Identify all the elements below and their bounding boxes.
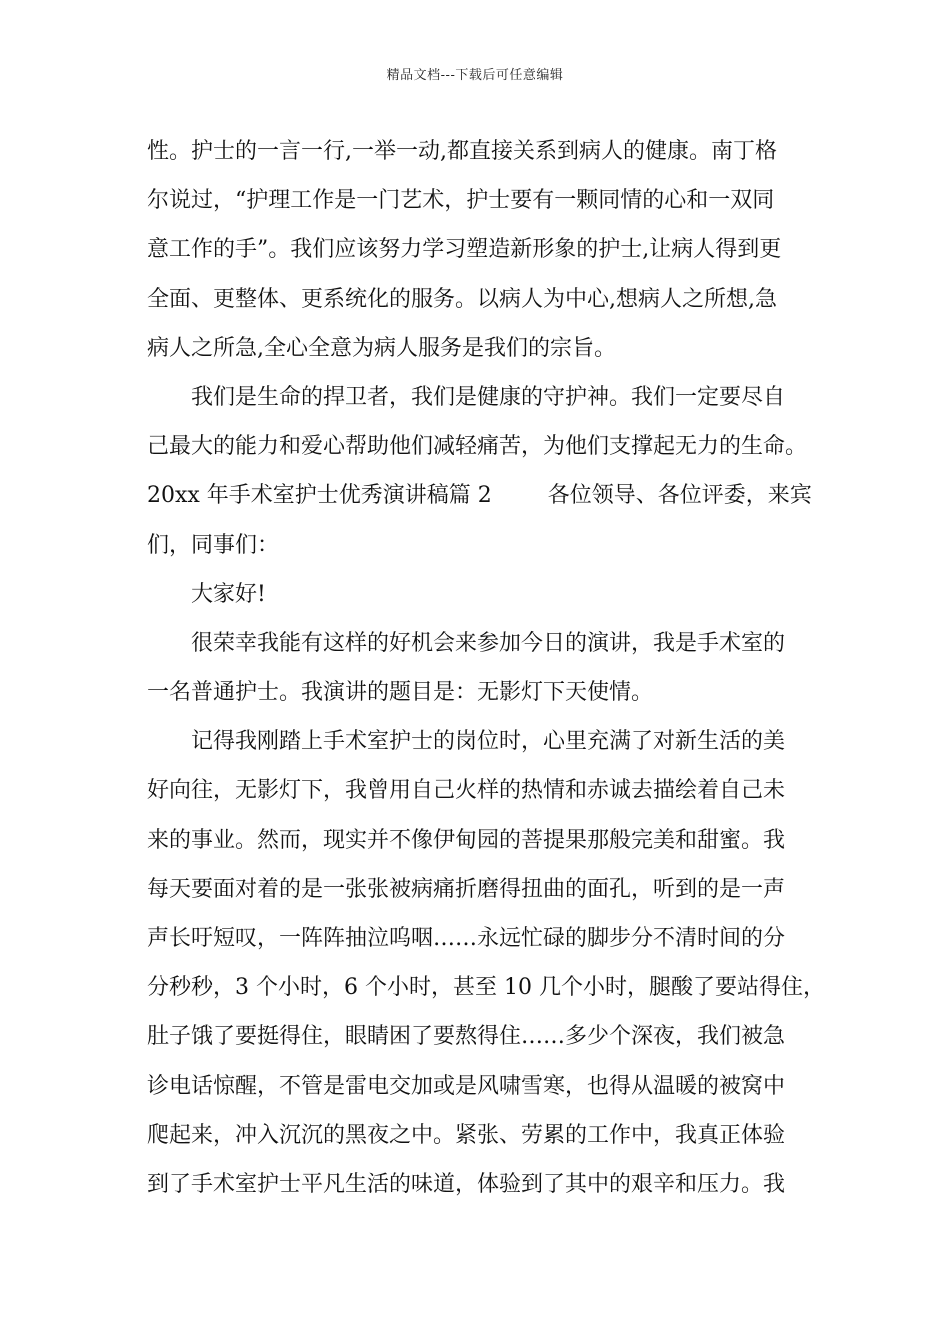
text-line: 很荣幸我能有这样的好机会来参加今日的演讲，我是手术室的 xyxy=(191,630,786,656)
text-line: 病人之所急,全心全意为病人服务是我们的宗旨。 xyxy=(147,335,616,361)
text-line: 记得我刚踏上手术室护士的岗位时，心里充满了对新生活的美 xyxy=(191,729,786,755)
text-line: 分秒秒，3 个小时，6 个小时，甚至 10 几个小时，腿酸了要站得住， xyxy=(147,975,825,1001)
text-line: 性。护士的一言一行,一举一动,都直接关系到病人的健康。南丁格 xyxy=(147,139,777,164)
text-line: 每天要面对着的是一张张被病痛折磨得扭曲的面孔，听到的是一声 xyxy=(147,876,786,902)
text-line: 20xx 年手术室护士优秀演讲稿篇 2 各位领导、各位评委，来宾 xyxy=(147,483,812,509)
text-line: 爬起来，冲入沉沉的黑夜之中。紧张、劳累的工作中，我真正体验 xyxy=(147,1122,786,1148)
text-line: 己最大的能力和爱心帮助他们减轻痛苦，为他们支撑起无力的生命。 xyxy=(147,434,808,460)
text-line: 声长吁短叹，一阵阵抽泣呜咽……永远忙碌的脚步分不清时间的分 xyxy=(147,926,786,951)
text-line: 我们是生命的捍卫者，我们是健康的守护神。我们一定要尽自 xyxy=(191,384,786,410)
text-line: 好向往，无影灯下，我曾用自己火样的热情和赤诚去描绘着自己未 xyxy=(147,778,786,804)
text-line: 尔说过，“护理工作是一门艺术，护士要有一颗同情的心和一双同 xyxy=(147,188,775,214)
text-line: 来的事业。然而，现实并不像伊甸园的菩提果那般完美和甜蜜。我 xyxy=(147,827,786,853)
body-text xyxy=(147,127,827,1209)
text-line: 们，同事们： xyxy=(147,532,280,558)
text-line: 全面、更整体、更系统化的服务。以病人为中心,想病人之所想,急 xyxy=(147,286,777,312)
page-header: 精品文档---下载后可任意编辑 xyxy=(386,68,564,83)
text-line: 大家好! xyxy=(191,581,266,607)
text-line: 意工作的手”。我们应该努力学习塑造新形象的护士,让病人得到更 xyxy=(147,237,782,263)
text-line: 一名普通护士。我演讲的题目是：无影灯下天使情。 xyxy=(147,680,654,706)
text-line: 到了手术室护士平凡生活的味道，体验到了其中的艰辛和压力。我 xyxy=(147,1171,786,1197)
text-line: 肚子饿了要挺得住，眼睛困了要熬得住……多少个深夜，我们被急 xyxy=(147,1024,786,1050)
text-line: 诊电话惊醒，不管是雷电交加或是风啸雪寒，也得从温暖的被窝中 xyxy=(147,1073,786,1099)
